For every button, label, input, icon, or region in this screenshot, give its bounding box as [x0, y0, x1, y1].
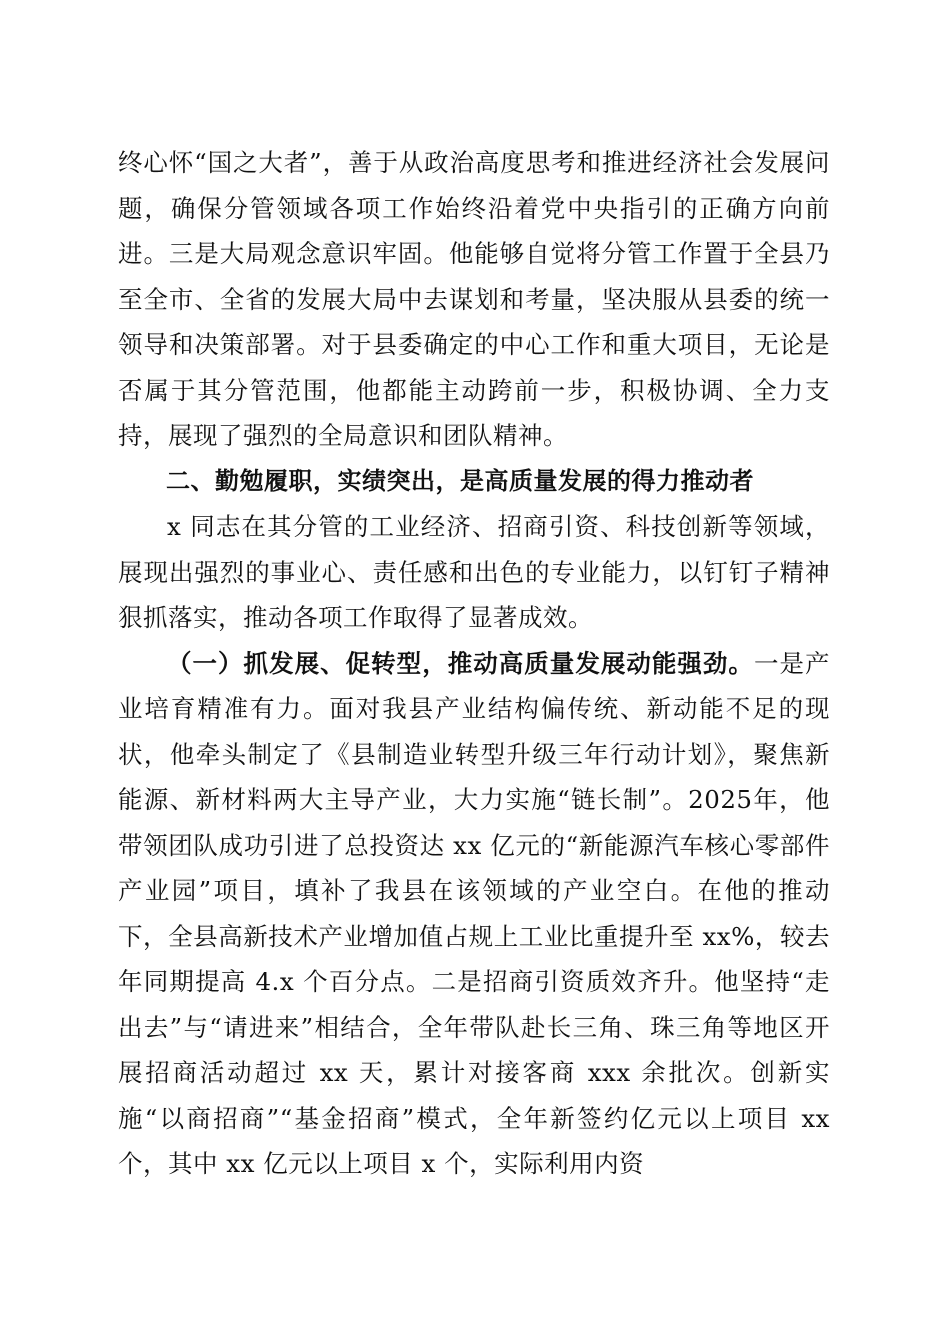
subsection-1-text: 一是产业培育精准有力。面对我县产业结构偏传统、新动能不足的现状，他牵头制定了《县制造业转型升级三年行动计划》，聚焦新能源、新材料两大主导产业，大力实施“链长制”。2025年，他带领团队成功引进了总投资达 xx 亿元的“新能源汽车核心零部件产业园”项目，填补了我县在该领域的产业空白。在他的推动下，全县高新技术产业增加值占规上工业比重提升至 xx%，较去年同期提高 4.x 个百分点。二是招商引资质效齐升。他坚持“走出去”与“请进来”相结合，全年带队赴长三角、珠三角等地区开展招商活动超过 xx 天，累计对接客商 xxx 余批次。创新实施“以商招商”“基金招商”模式，全年新签约亿元以上项目 xx 个，其中 xx 亿元以上项目 x 个，实际利用内资: [118, 648, 831, 1178]
paragraph-subsection-1: [118, 641, 830, 1187]
document-body: [118, 140, 830, 1187]
section-heading-2: 二、勤勉履职，实绩突出，是高质量发展的得力推动者: [166, 466, 754, 495]
paragraph-continuation: 终心怀“国之大者”，善于从政治高度思考和推进经济社会发展问题，确保分管领域各项工作始终沿着党中央指引的正确方向前进。三是大局观念意识牢固。他能够自觉将分管工作置于全县乃至全市、全省的发展大局中去谋划和考量，坚决服从县委的统一领导和决策部署。对于县委确定的中心工作和重大项目，无论是否属于其分管范围，他都能主动跨前一步，积极协调、全力支持，展现了强烈的全局意识和团队精神。: [118, 148, 830, 450]
paragraph-section-2-intro: x 同志在其分管的工业经济、招商引资、科技创新等领域，展现出强烈的事业心、责任感和出色的专业能力，以钉钉子精神狠抓落实，推动各项工作取得了显著成效。: [118, 512, 830, 632]
subsection-1-title: （一）抓发展、促转型，推动高质量发展动能强劲。: [167, 648, 754, 678]
